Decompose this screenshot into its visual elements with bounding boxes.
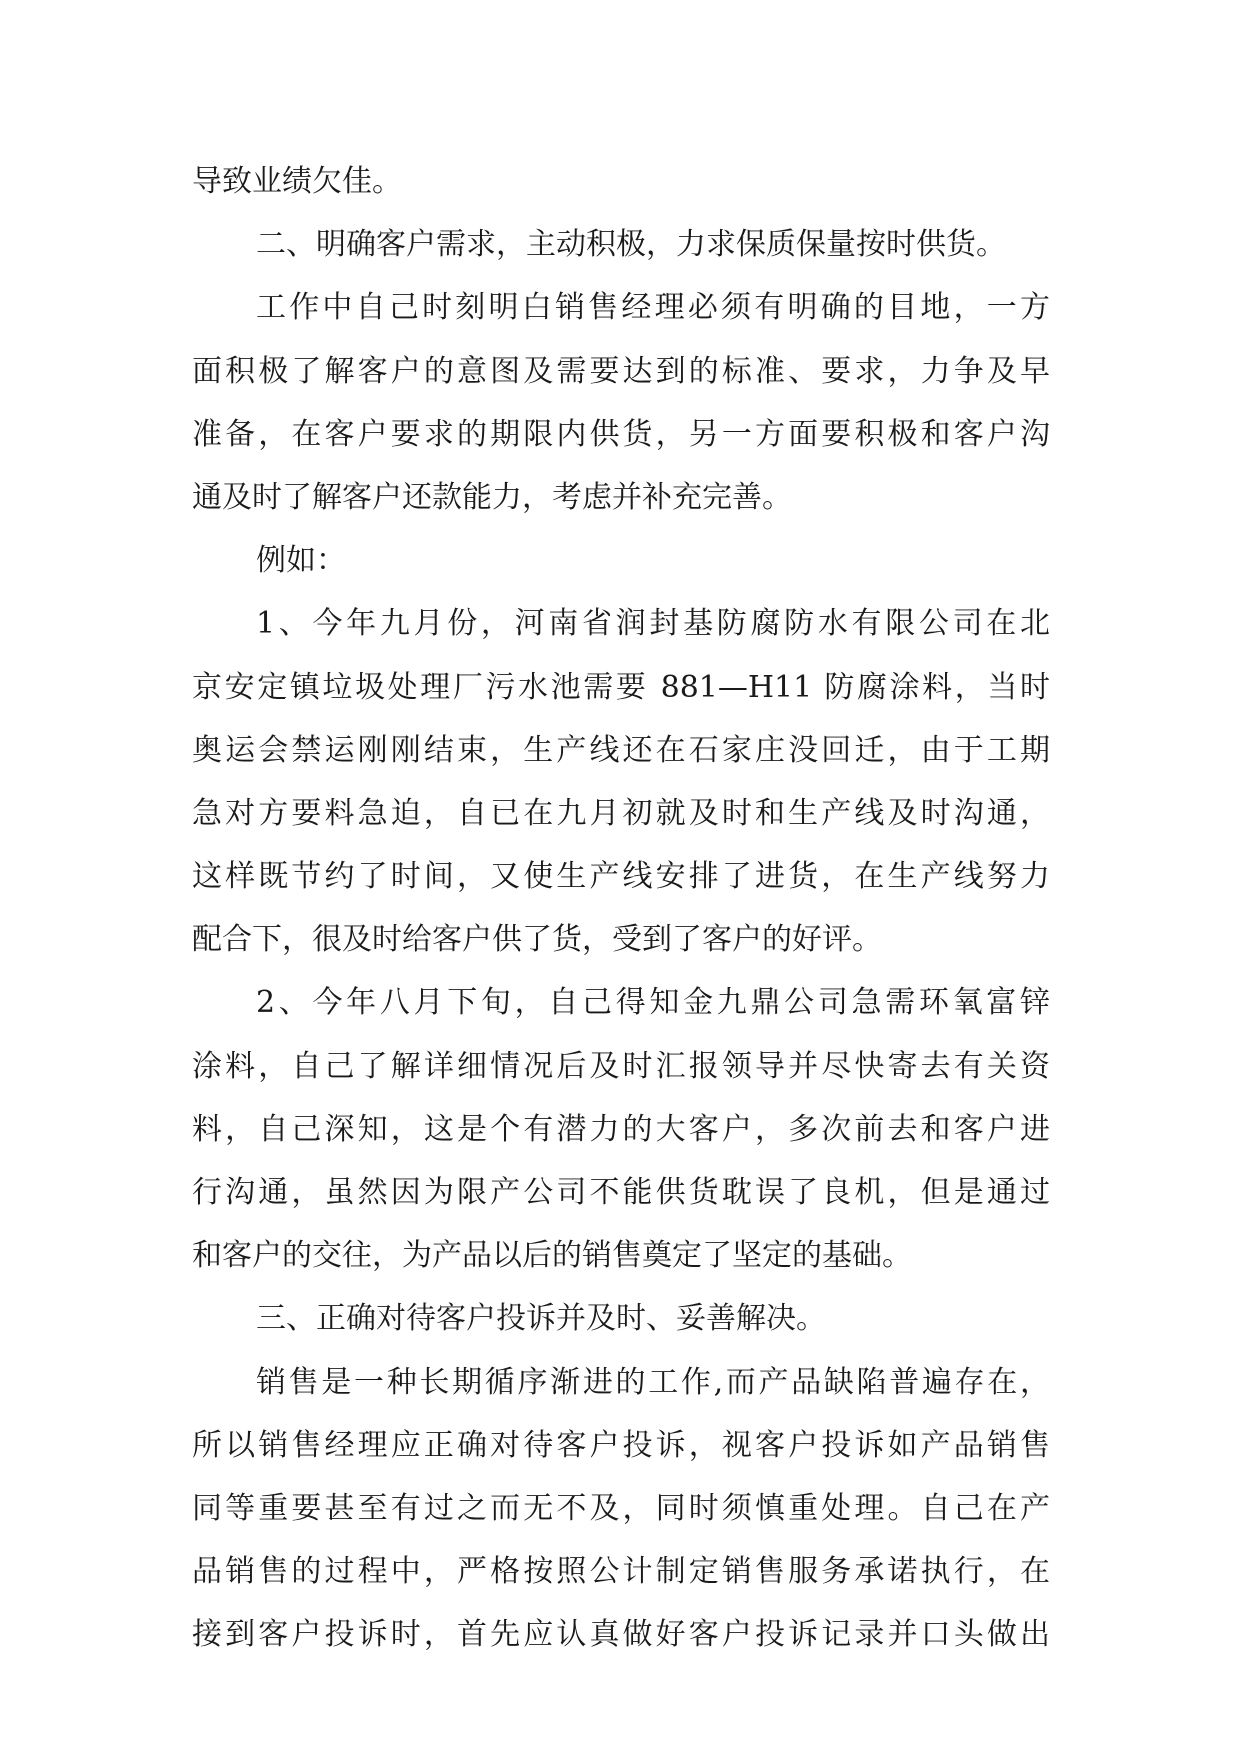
- document-body: [192, 150, 1050, 1667]
- text-line: 配合下，很及时给客户供了货，受到了客户的好评。: [192, 922, 882, 958]
- text-line: 品销售的过程中，严格按照公计制定销售服务承诺执行，在: [192, 1554, 1050, 1590]
- text-line: 工作中自己时刻明白销售经理必须有明确的目地，一方: [256, 290, 1050, 326]
- text-line: 奥运会禁运刚刚结束，生产线还在石家庄没回迁，由于工期: [192, 732, 1050, 768]
- text-line: 准备，在客户要求的期限内供货，另一方面要积极和客户沟: [192, 416, 1050, 452]
- text-line: 所以销售经理应正确对待客户投诉，视客户投诉如产品销售: [192, 1427, 1050, 1463]
- text-line: 二、明确客户需求，主动积极，力求保质保量按时供货。: [256, 227, 1006, 263]
- text-line: 三、正确对待客户投诉并及时、妥善解决。: [256, 1301, 826, 1337]
- text-line: 销售是一种长期循序渐进的工作,而产品缺陷普遍存在，: [256, 1364, 1050, 1400]
- text-line: 料，自己深知，这是个有潜力的大客户，多次前去和客户进: [192, 1111, 1050, 1147]
- text-line: 同等重要甚至有过之而无不及，同时须慎重处理。自己在产: [192, 1490, 1050, 1526]
- text-line: 和客户的交往，为产品以后的销售奠定了坚定的基础。: [192, 1238, 912, 1274]
- text-line: 1、今年九月份，河南省润封基防腐防水有限公司在北: [256, 606, 1050, 642]
- text-line: 接到客户投诉时，首先应认真做好客户投诉记录并口头做出: [192, 1617, 1050, 1653]
- text-line: 行沟通，虽然因为限产公司不能供货耽误了良机，但是通过: [192, 1175, 1050, 1210]
- text-line: 导致业绩欠佳。: [192, 164, 402, 199]
- text-line: 涂料，自己了解详细情况后及时汇报领导并尽快寄去有关资: [192, 1048, 1050, 1084]
- text-line: 通及时了解客户还款能力，考虑并补充完善。: [192, 479, 792, 515]
- text-line: 面积极了解客户的意图及需要达到的标准、要求，力争及早: [192, 353, 1050, 389]
- text-line: 急对方要料急迫，自已在九月初就及时和生产线及时沟通，: [192, 795, 1050, 831]
- text-line: 这样既节约了时间，又使生产线安排了进货，在生产线努力: [192, 859, 1050, 895]
- text-line: 2、今年八月下旬，自己得知金九鼎公司急需环氧富锌: [256, 985, 1050, 1021]
- text-line: 例如：: [256, 543, 346, 579]
- text-line: 京安定镇垃圾处理厂污水池需要 881—H11 防腐涂料，当时: [192, 669, 1050, 705]
